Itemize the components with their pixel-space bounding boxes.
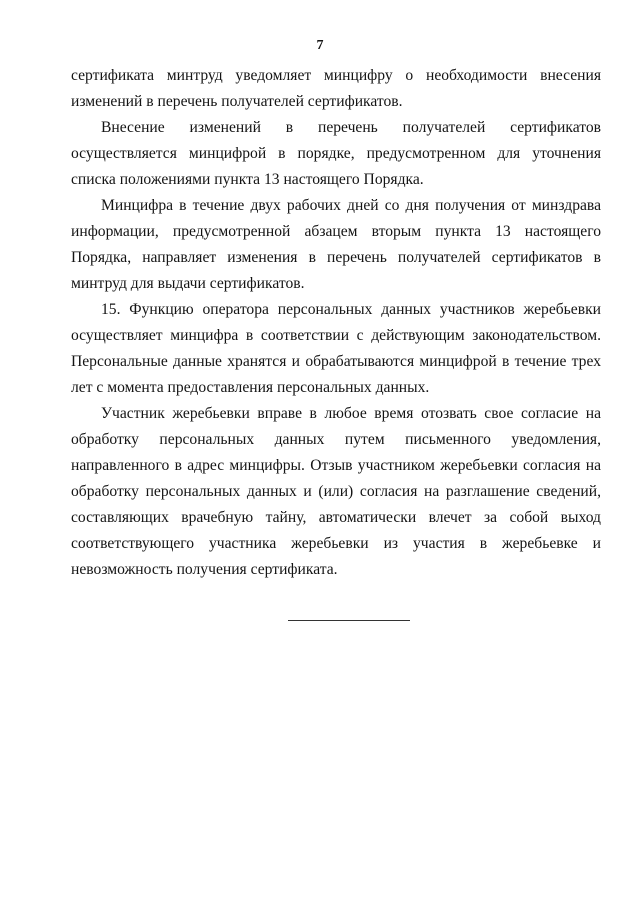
paragraph-mincifra-deadline: Минцифра в течение двух рабочих дней со дня получения от минздрава информации, предусмотренной абзацем вторым пункта 13 настоящего Порядка, направляет изменения в перечень получателей сертификатов в минтруд для выдачи сертификатов. (71, 197, 601, 292)
paragraph-continuation: сертификата минтруд уведомляет минцифру о необходимости внесения изменений в перечень получателей сертификатов. (71, 67, 601, 110)
paragraph-clause-15: 15. Функцию оператора персональных данных участников жеребьевки осуществляет минцифра в соответствии с действующим законодательством. Персональные данные хранятся и обрабатываются минцифрой в течение трех лет с момента предоставления персональных данных. (71, 301, 601, 396)
paragraph-changes-procedure: Внесение изменений в перечень получателей сертификатов осуществляется минцифрой в порядке, предусмотренном для уточнения списка положениями пункта 13 настоящего Порядка. (71, 119, 601, 188)
page-number: 7 (316, 38, 324, 53)
document-body (71, 63, 601, 583)
end-of-document-line (288, 620, 410, 621)
paragraph-consent-withdrawal: Участник жеребьевки вправе в любое время отозвать свое согласие на обработку персональных данных путем письменного уведомления, направленного в адрес минцифры. Отзыв участником жеребьевки согласия на обработку персональных данных и (или) согласия на разглашение сведений, составляющих врачебную тайну, автоматически влечет за собой выход соответствующего участника жеребьевки из участия в жеребьевке и невозможность получения сертификата. (71, 405, 601, 578)
